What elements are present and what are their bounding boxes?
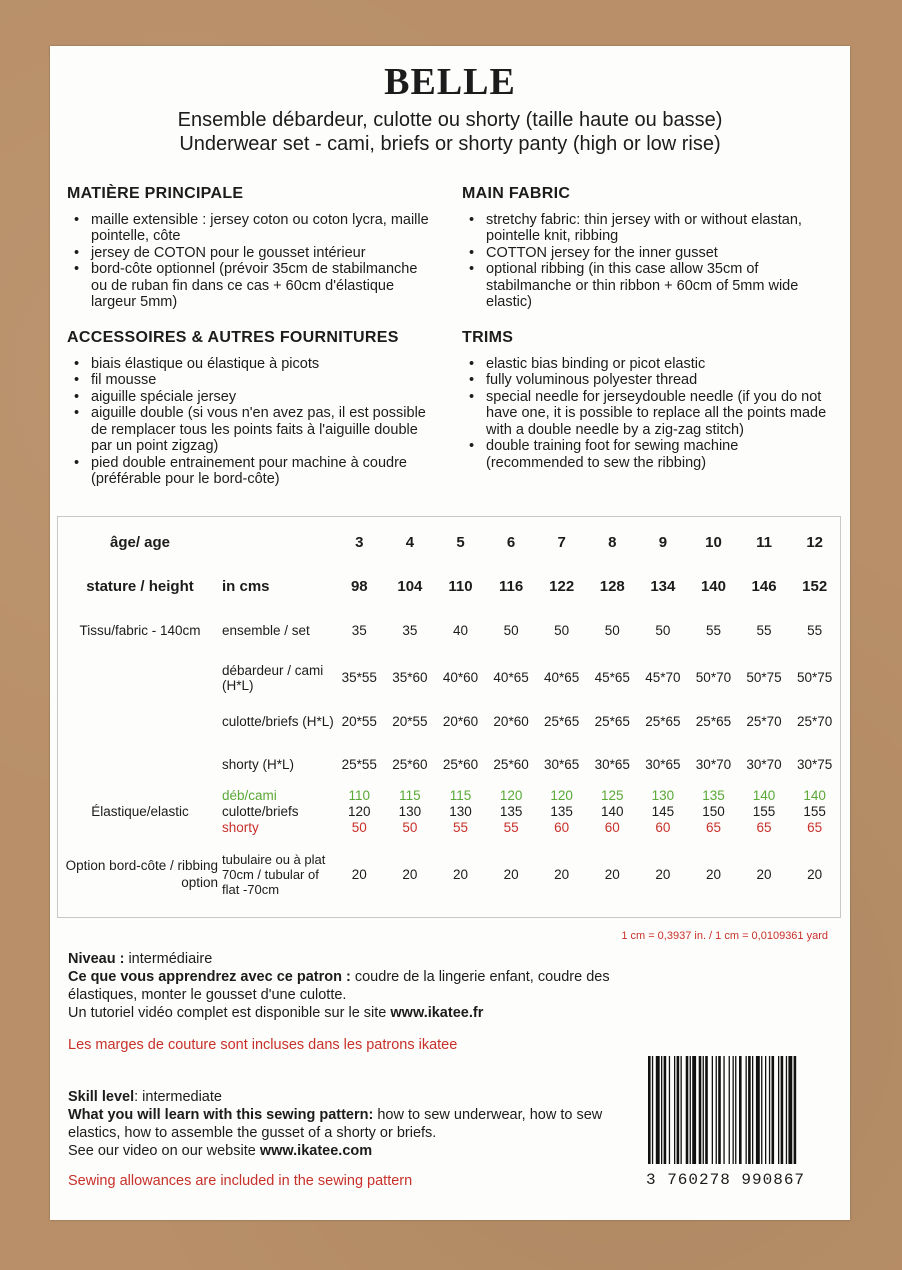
- table-cell: 50: [655, 622, 671, 638]
- barcode-bar: [690, 1056, 691, 1164]
- table-cell: 5: [456, 533, 465, 551]
- table-cell: 20: [402, 866, 418, 882]
- table-cell: 50*70: [695, 670, 732, 685]
- list-item: • fully voluminous polyester thread: [486, 372, 837, 389]
- table-cell: 145: [651, 803, 675, 819]
- table-cell: 12: [806, 533, 824, 551]
- table-cell: 10: [705, 533, 722, 551]
- cami-label: débardeur / cami (H*L): [222, 662, 324, 693]
- table-row-height: [58, 567, 840, 605]
- trims-en-heading: TRIMS: [462, 329, 514, 346]
- table-row-cami: [58, 655, 840, 700]
- list-item: • aiguille spéciale jersey: [91, 389, 437, 406]
- table-row-elastic-cami: [58, 787, 840, 803]
- table-cell: 50: [402, 819, 418, 835]
- table-cell: 50*75: [797, 670, 833, 685]
- table-row-briefs: [58, 700, 840, 742]
- table-cell: 20: [655, 866, 671, 882]
- barcode-bar: [786, 1056, 787, 1164]
- table-cell: 155: [803, 803, 826, 819]
- video-en: See our video on our website www.ikatee.com: [68, 1143, 373, 1159]
- table-cell: 115: [399, 787, 421, 803]
- barcode-bar: [716, 1056, 717, 1164]
- barcode-bar: [756, 1056, 760, 1164]
- level-fr: Niveau : intermédiaire: [68, 951, 213, 967]
- barcode-bar: [677, 1056, 680, 1164]
- fabric-label: Tissu/fabric - 140cm: [79, 622, 201, 638]
- table-cell: 135: [550, 803, 573, 819]
- fabric-fr-list: [67, 212, 437, 311]
- table-cell: 120: [348, 803, 371, 819]
- table-cell: 9: [658, 533, 668, 551]
- table-cell: 65: [807, 819, 823, 835]
- table-cell: 40*60: [442, 670, 479, 685]
- learn-en: What you will learn with this sewing pattern: how to sew underwear, how to sew elastics, how to assemble the gusset of a shorty or briefs.: [68, 1107, 603, 1141]
- barcode: [646, 1056, 836, 1189]
- table-cell: 146: [751, 577, 777, 595]
- barcode-bar: [772, 1056, 775, 1164]
- table-cell: 98: [350, 577, 368, 595]
- table-cell: 140: [752, 787, 776, 803]
- el-cami-label: déb/cami: [222, 787, 277, 803]
- seam-note-en: Sewing allowances are included in the sewing pattern: [68, 1173, 413, 1189]
- table-cell: 130: [398, 803, 422, 819]
- list-item: • elastic bias binding or picot elastic: [486, 356, 837, 373]
- rib-sub: tubulaire ou à plat 70cm / tubular of flat -70cm: [222, 851, 326, 897]
- barcode-bar: [648, 1056, 651, 1164]
- table-cell: 6: [506, 533, 516, 551]
- table-cell: 125: [601, 787, 624, 803]
- table-cell: 65: [705, 819, 721, 835]
- table-cell: 20: [756, 866, 772, 882]
- table-cell: 110: [448, 577, 473, 595]
- list-item: • COTTON jersey for the inner gusset: [486, 245, 837, 262]
- table-cell: 20: [554, 866, 570, 882]
- barcode-bar: [778, 1056, 779, 1164]
- barcode-bar: [681, 1056, 682, 1164]
- tutorial-fr: Un tutoriel vidéo complet est disponible sur le site www.ikatee.fr: [68, 1005, 484, 1021]
- table-cell: 140: [601, 803, 624, 819]
- briefs-label: culotte/briefs (H*L): [222, 713, 334, 729]
- barcode-bar: [674, 1056, 675, 1164]
- table-cell: 130: [651, 787, 675, 803]
- table-cell: 4: [405, 533, 415, 551]
- barcode-bar: [652, 1056, 653, 1164]
- table-cell: 8: [608, 533, 617, 551]
- barcode-bar: [748, 1056, 751, 1164]
- table-cell: 3: [355, 533, 364, 551]
- barcode-bar: [739, 1056, 742, 1164]
- fabric-fr-section: [67, 186, 437, 311]
- table-cell: 135: [702, 787, 725, 803]
- unit-conversion: 1 cm = 0,3937 in. / 1 cm = 0,0109361 yard: [621, 930, 828, 942]
- table-cell: 25*65: [645, 713, 681, 729]
- table-cell: 115: [449, 787, 472, 803]
- table-cell: 20: [604, 866, 620, 882]
- table-row-set: [58, 605, 840, 655]
- table-cell: 65: [756, 819, 772, 835]
- subtitle-fr: Ensemble débardeur, culotte ou shorty (taille haute ou basse): [177, 109, 723, 131]
- table-cell: 50: [503, 622, 519, 638]
- table-cell: 140: [700, 577, 726, 595]
- barcode-bar: [735, 1056, 736, 1164]
- barcode-bar: [656, 1056, 660, 1164]
- barcode-number: 3 760278 990867: [646, 1171, 806, 1189]
- level-en: Skill level: intermediate: [68, 1089, 222, 1105]
- table-row-ribbing: [58, 835, 840, 913]
- trims-en-list: [462, 356, 837, 472]
- shorty-label: shorty (H*L): [222, 757, 295, 772]
- trims-en-section: [462, 330, 837, 471]
- table-cell: 116: [498, 577, 524, 595]
- table-cell: 55: [807, 622, 823, 638]
- seam-note-fr: Les marges de couture sont incluses dans les patrons ikatee: [68, 1037, 458, 1053]
- table-cell: 128: [599, 577, 625, 595]
- table-cell: 120: [499, 787, 523, 803]
- barcode-bar: [746, 1056, 747, 1164]
- fabric-en-list: [462, 212, 837, 311]
- list-item: • aiguille double (si vous n'en avez pas, il est possible de remplacer tous les points faits à l'aiguille double par un point zigzag): [91, 405, 437, 455]
- table-cell: 152: [802, 577, 828, 595]
- barcode-bar: [705, 1056, 708, 1164]
- table-cell: 11: [756, 533, 772, 551]
- barcode-bar: [761, 1056, 762, 1164]
- table-cell: 50: [351, 819, 367, 835]
- table-cell: 25*70: [797, 713, 833, 729]
- trims-fr-heading: ACCESSOIRES & AUTRES FOURNITURES: [67, 329, 399, 346]
- set-label: ensemble / set: [222, 622, 310, 638]
- info-fr: [68, 950, 628, 1054]
- table-cell: 134: [650, 577, 676, 595]
- table-cell: 30*65: [544, 757, 580, 772]
- table-cell: 20*60: [442, 713, 479, 729]
- barcode-bar: [664, 1056, 667, 1164]
- table-cell: 30*75: [797, 757, 833, 772]
- table-cell: 20*60: [493, 713, 529, 729]
- list-item: • special needle for jerseydouble needle (if you do not have one, it is possible to replace all the points made with a double needle by a zig-zag stitch): [486, 389, 837, 439]
- barcode-bar: [729, 1056, 730, 1164]
- table-cell: 30*70: [695, 757, 732, 772]
- age-label: âge/ age: [109, 533, 171, 551]
- table-cell: 60: [554, 819, 570, 835]
- barcode-bar: [661, 1056, 662, 1164]
- table-cell: 35*60: [392, 670, 428, 685]
- table-cell: 50: [604, 622, 620, 638]
- elastic-label: Élastique/elastic: [91, 803, 189, 819]
- barcode-bar: [703, 1056, 704, 1164]
- barcode-bar: [686, 1056, 689, 1164]
- table-cell: 50: [554, 622, 570, 638]
- table-row-age: [58, 517, 840, 567]
- barcode-bar: [692, 1056, 696, 1164]
- table-cell: 20: [503, 866, 519, 882]
- table-cell: 110: [348, 787, 371, 803]
- table-cell: 35*55: [341, 670, 377, 685]
- subtitle-en: Underwear set - cami, briefs or shorty panty (high or low rise): [179, 133, 721, 155]
- barcode-bar: [752, 1056, 753, 1164]
- table-cell: 25*55: [341, 757, 377, 772]
- table-cell: 20: [351, 866, 367, 882]
- table-cell: 20*55: [392, 713, 428, 729]
- table-cell: 155: [752, 803, 776, 819]
- size-table-grid: [58, 517, 840, 913]
- list-item: • fil mousse: [91, 372, 437, 389]
- barcode-bar: [769, 1056, 770, 1164]
- table-cell: 40*65: [544, 670, 580, 685]
- table-cell: 30*65: [594, 757, 630, 772]
- table-cell: 40*65: [493, 670, 529, 685]
- barcode-bar: [723, 1056, 724, 1164]
- learn-fr: Ce que vous apprendrez avec ce patron : coudre de la lingerie enfant, coudre des élastiques, monter le gousset d'une culotte.: [68, 969, 610, 1003]
- pattern-sheet: [50, 46, 850, 1220]
- table-cell: 135: [499, 803, 523, 819]
- barcode-bar: [733, 1056, 734, 1164]
- list-item: • optional ribbing (in this case allow 35cm of stabilmanche or thin ribbon + 60cm of 5mm wide elastic): [486, 261, 837, 311]
- barcode-bar: [788, 1056, 792, 1164]
- stature-unit: in cms: [222, 577, 270, 595]
- list-item: • maille extensible : jersey coton ou coton lycra, maille pointelle, côte: [91, 212, 437, 245]
- barcode-bars: [646, 1056, 836, 1164]
- info-en: [68, 1088, 628, 1190]
- table-cell: 25*60: [442, 757, 479, 772]
- el-shorty-label: shorty: [222, 819, 259, 835]
- table-cell: 35: [351, 622, 367, 638]
- rib-label: Option bord-côte / ribbing option: [65, 858, 218, 890]
- trims-fr-list: [67, 356, 437, 488]
- table-cell: 30*65: [645, 757, 681, 772]
- site-link-en[interactable]: www.ikatee.com: [259, 1143, 373, 1159]
- table-cell: 7: [557, 533, 566, 551]
- table-cell: 20: [705, 866, 721, 882]
- table-cell: 140: [803, 787, 826, 803]
- table-cell: 60: [604, 819, 620, 835]
- table-cell: 25*70: [746, 713, 782, 729]
- table-cell: 45*70: [645, 670, 681, 685]
- table-cell: 25*65: [594, 713, 630, 729]
- table-cell: 55: [705, 622, 721, 638]
- table-cell: 25*65: [695, 713, 732, 729]
- table-cell: 122: [549, 577, 575, 595]
- stature-label: stature / height: [86, 577, 194, 595]
- barcode-bar: [794, 1056, 797, 1164]
- barcode-bar: [699, 1056, 702, 1164]
- list-item: • biais élastique ou élastique à picots: [91, 356, 437, 373]
- table-cell: 25*60: [493, 757, 529, 772]
- table-cell: 35: [402, 622, 418, 638]
- table-cell: 20*55: [341, 713, 377, 729]
- table-cell: 55: [452, 819, 468, 835]
- table-cell: 50*75: [746, 670, 782, 685]
- list-item: • double training foot for sewing machine (recommended to sew the ribbing): [486, 438, 837, 471]
- barcode-bar: [781, 1056, 784, 1164]
- table-cell: 40: [452, 622, 468, 638]
- list-item: • pied double entrainement pour machine à coudre (préférable pour le bord-côte): [91, 455, 437, 488]
- table-cell: 60: [655, 819, 671, 835]
- barcode-bar: [765, 1056, 766, 1164]
- list-item: • jersey de COTON pour le gousset intérieur: [91, 245, 437, 262]
- table-cell: 20: [807, 866, 823, 882]
- size-table: [57, 516, 841, 918]
- fabric-en-section: [462, 186, 837, 311]
- table-cell: 55: [756, 622, 772, 638]
- barcode-bar: [718, 1056, 721, 1164]
- pattern-title: BELLE: [384, 61, 516, 103]
- table-cell: 104: [397, 577, 423, 595]
- table-row-shorty: [58, 742, 840, 787]
- table-cell: 150: [702, 803, 725, 819]
- table-cell: 120: [550, 787, 573, 803]
- table-cell: 25*60: [392, 757, 428, 772]
- fabric-en-heading: MAIN FABRIC: [462, 185, 571, 202]
- site-link-fr[interactable]: www.ikatee.fr: [390, 1005, 484, 1021]
- list-item: • stretchy fabric: thin jersey with or without elastan, pointelle knit, ribbing: [486, 212, 837, 245]
- table-cell: 45*65: [594, 670, 630, 685]
- barcode-bar: [669, 1056, 670, 1164]
- table-cell: 30*70: [746, 757, 782, 772]
- table-cell: 20: [452, 866, 468, 882]
- trims-fr-section: [67, 330, 437, 488]
- el-briefs-label: culotte/briefs: [222, 803, 299, 819]
- barcode-bar: [712, 1056, 713, 1164]
- fabric-fr-heading: MATIÈRE PRINCIPALE: [67, 185, 244, 202]
- table-cell: 55: [503, 819, 519, 835]
- list-item: • bord-côte optionnel (prévoir 35cm de stabilmanche ou de ruban fin dans ce cas + 60cm d'élastique largeur 5mm): [91, 261, 437, 311]
- table-cell: 25*65: [544, 713, 580, 729]
- table-cell: 130: [449, 803, 472, 819]
